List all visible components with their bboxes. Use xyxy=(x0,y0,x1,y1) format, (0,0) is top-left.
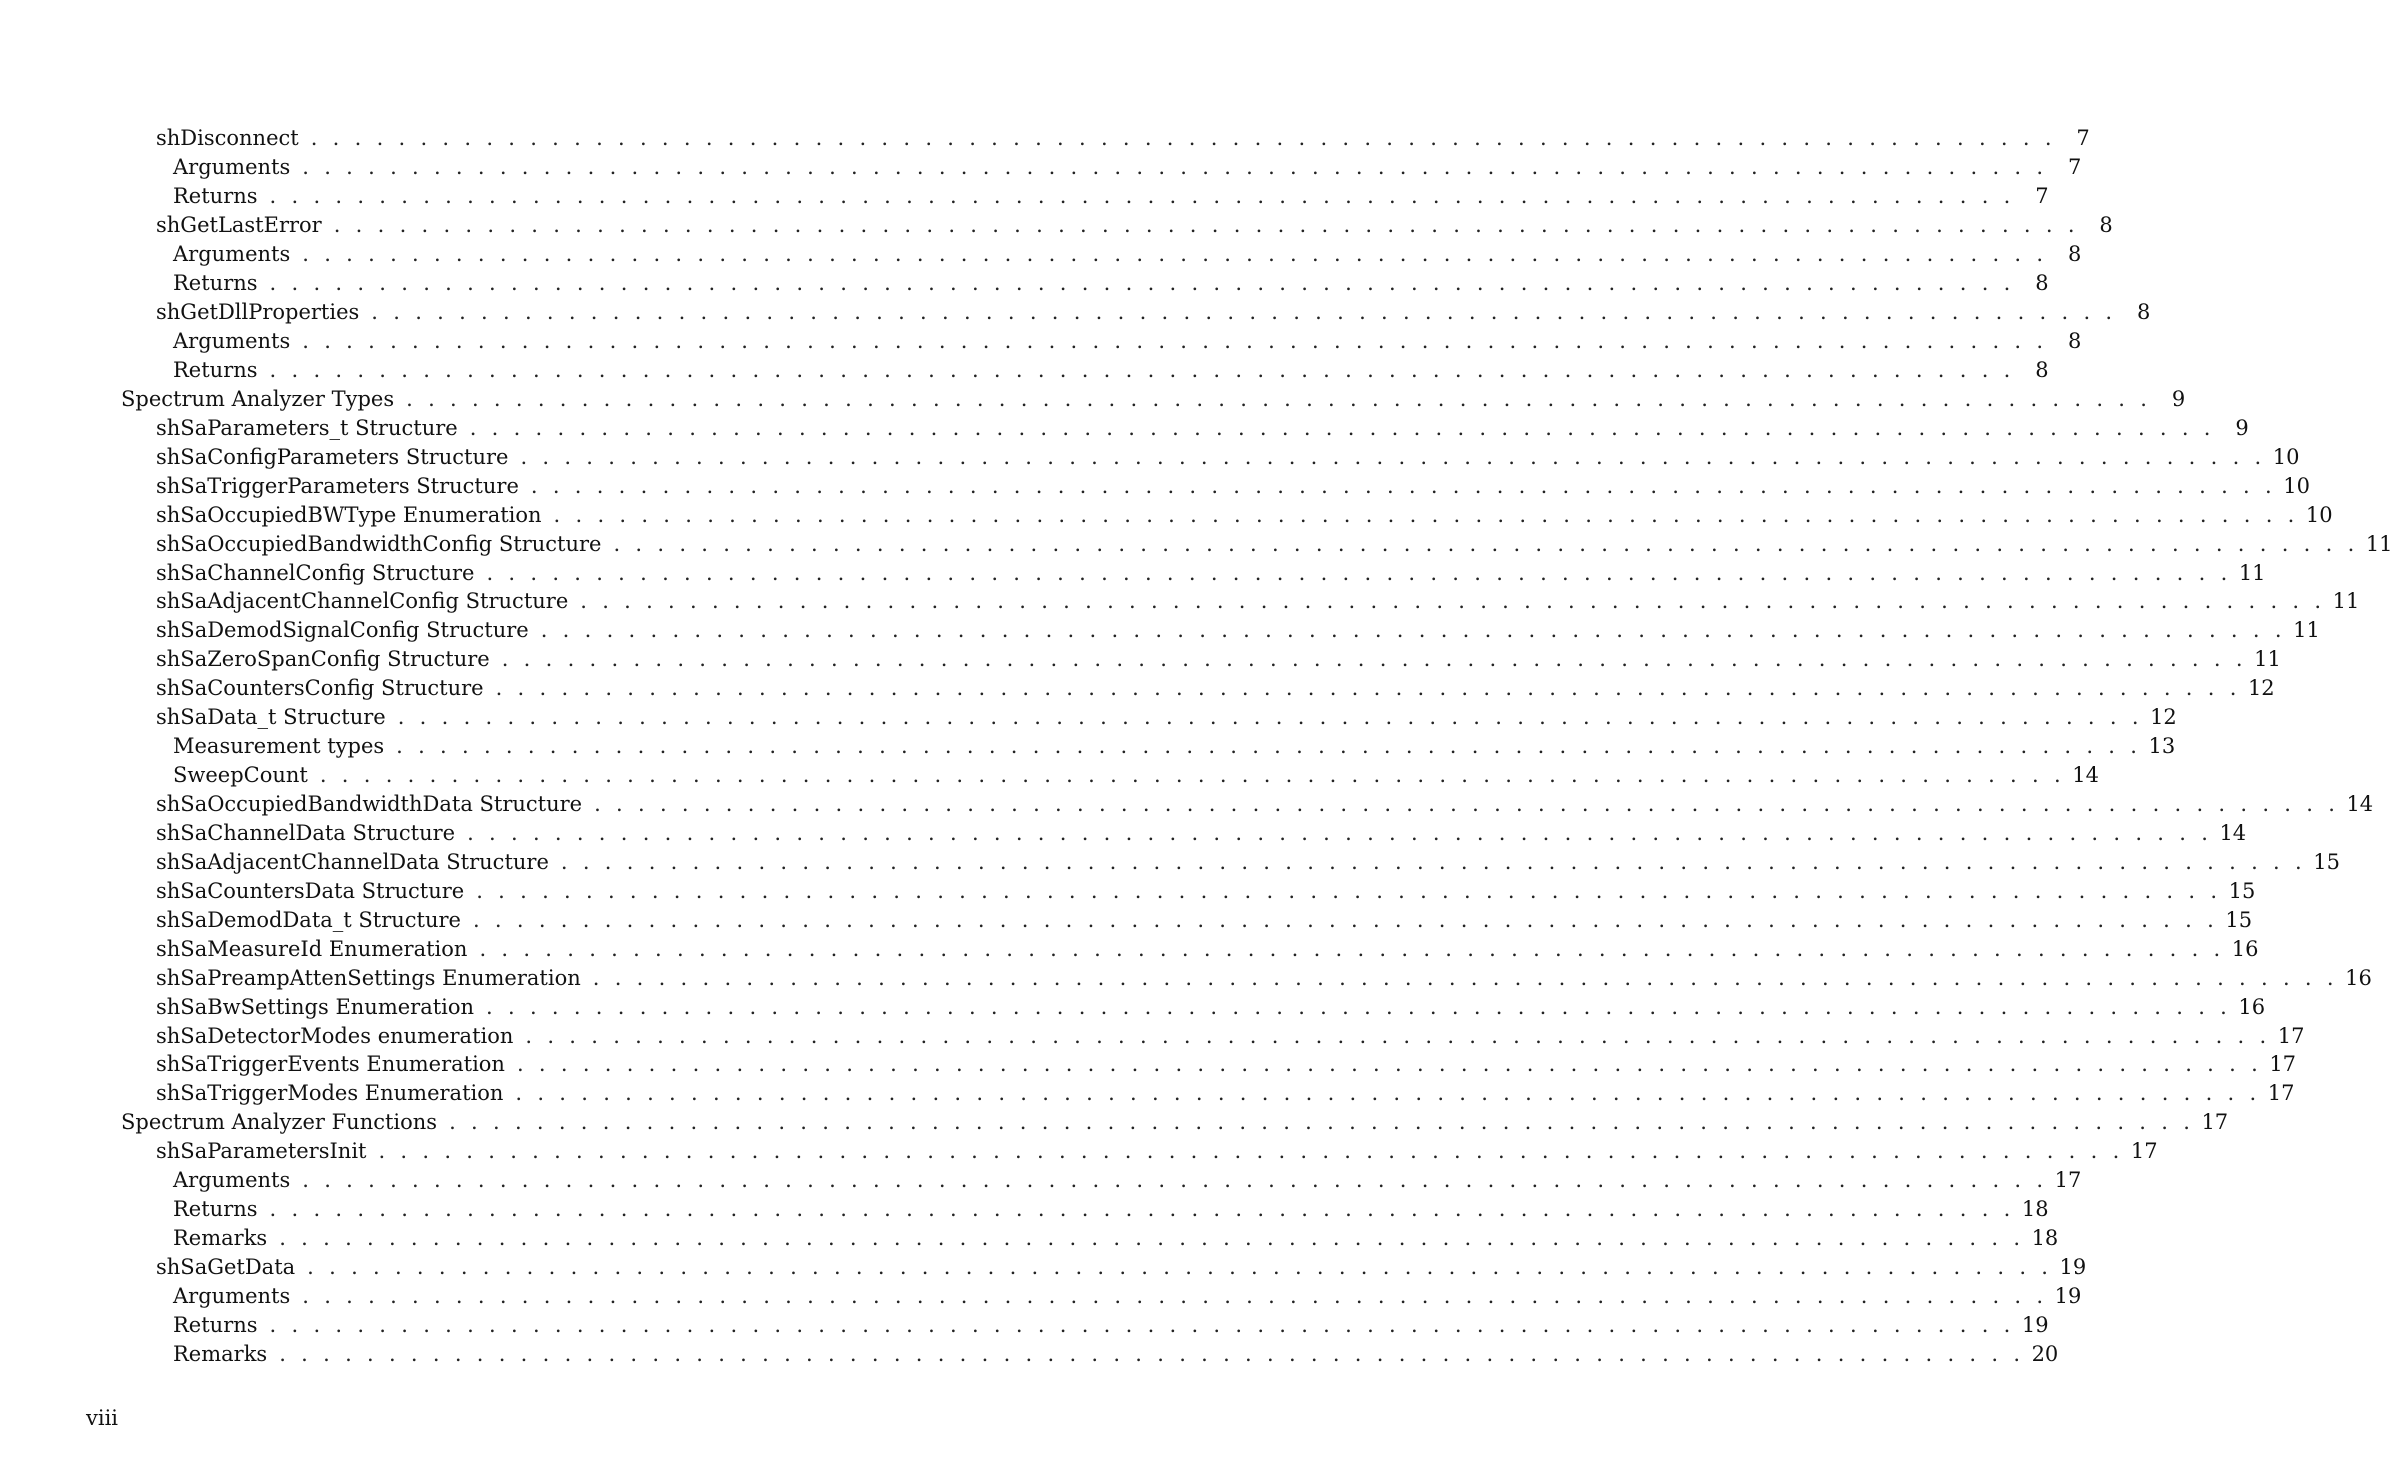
dot-leader: . . . . . . . . . . . . . . . . . . . . . . . . . . . . . . . . . . . . . . . . . . . . . . . . . . . . . . . . . . . . . . . . . . . . . . . . . . . . . . . . xyxy=(302,1283,2048,1308)
toc-entry[interactable] xyxy=(0,1137,2158,1166)
toc-entry[interactable] xyxy=(0,413,2249,442)
toc-entry-page: 15 xyxy=(2228,878,2256,903)
toc-entry-page: 17 xyxy=(2269,1052,2297,1077)
toc-entry-page: 9 xyxy=(2235,415,2249,440)
toc-entry-title: shSaOccupiedBandwidthData Structure xyxy=(156,792,583,817)
dot-leader: . . . . . . . . . . . . . . . . . . . . . . . . . . . . . . . . . . . . . . . . . . . . . . . . . . . . . . . . . . . . . . . . . . . . . . . . . . . . . . . . xyxy=(520,444,2266,469)
toc-entry[interactable] xyxy=(0,876,2256,905)
toc-entry[interactable] xyxy=(0,298,2151,327)
dot-leader: . . . . . . . . . . . . . . . . . . . . . . . . . . . . . . . . . . . . . . . . . . . . . . . . . . . . . . . . . . . . . . . . . . . . . . . . . . . . . . . . xyxy=(269,1197,2015,1222)
toc-entry-title: shSaBwSettings Enumeration xyxy=(156,994,475,1019)
dot-leader: . . . . . . . . . . . . . . . . . . . . . . . . . . . . . . . . . . . . . . . . . . . . . . . . . . . . . . . . . . . . . . . . . . . . . . . . . . . . . . . . xyxy=(495,676,2241,701)
toc-entry[interactable] xyxy=(0,1108,2229,1137)
dot-leader: . . . . . . . . . . . . . . . . . . . . . . . . . . . . . . . . . . . . . . . . . . . . . . . . . . . . . . . . . . . . . . . . . . . . . . . . . . . . . . . . xyxy=(594,792,2340,817)
dot-leader: . . . . . . . . . . . . . . . . . . . . . . . . . . . . . . . . . . . . . . . . . . . . . . . . . . . . . . . . . . . . . . . . . . . . . . . . . . . . . . . . xyxy=(467,820,2213,845)
toc-entry[interactable] xyxy=(0,182,2049,211)
toc-entry[interactable] xyxy=(0,847,2340,876)
toc-entry-page: 17 xyxy=(2054,1168,2082,1193)
toc-entry-page: 7 xyxy=(2035,184,2049,209)
toc-entry[interactable] xyxy=(0,1079,2295,1108)
toc-entry[interactable] xyxy=(0,1253,2087,1282)
dot-leader: . . . . . . . . . . . . . . . . . . . . . . . . . . . . . . . . . . . . . . . . . . . . . . . . . . . . . . . . . . . . . . . . . . . . . . . . . . . . . . . . xyxy=(560,849,2306,874)
toc-entry[interactable] xyxy=(0,905,2253,934)
toc-entry-page: 18 xyxy=(2021,1197,2049,1222)
dot-leader: . . . . . . . . . . . . . . . . . . . . . . . . . . . . . . . . . . . . . . . . . . . . . . . . . . . . . . . . . . . . . . . . . . . . . . . . . . . . . . . . xyxy=(269,1312,2015,1337)
toc-entry-title: shSaAdjacentChannelConfig Structure xyxy=(156,589,569,614)
toc-entry-title: shSaData_t Structure xyxy=(156,705,386,730)
toc-entry[interactable] xyxy=(0,790,2374,819)
toc-entry-page: 11 xyxy=(2238,560,2266,585)
toc-entry-title: shGetLastError xyxy=(156,213,322,238)
toc-entry[interactable] xyxy=(0,442,2300,471)
toc-entry-title: shSaParameters_t Structure xyxy=(156,415,458,440)
dot-leader: . . . . . . . . . . . . . . . . . . . . . . . . . . . . . . . . . . . . . . . . . . . . . . . . . . . . . . . . . . . . . . . . . . . . . . . . . . . . . . . . xyxy=(302,329,2048,354)
toc-entry-page: 11 xyxy=(2365,531,2393,556)
toc-entry-page: 18 xyxy=(2031,1226,2059,1251)
toc-entry-title: shSaDemodData_t Structure xyxy=(156,907,461,932)
toc-entry-title: shSaCountersConfig Structure xyxy=(156,676,484,701)
toc-entry-title: Arguments xyxy=(173,1283,291,1308)
dot-leader: . . . . . . . . . . . . . . . . . . . . . . . . . . . . . . . . . . . . . . . . . . . . . . . . . . . . . . . . . . . . . . . . . . . . . . . . . . . . . . . . xyxy=(501,647,2247,672)
toc-entry-page: 8 xyxy=(2035,271,2049,296)
toc-entry-title: shSaChannelConfig Structure xyxy=(156,560,475,585)
toc-entry[interactable] xyxy=(0,645,2281,674)
toc-entry-page: 12 xyxy=(2150,705,2177,730)
toc-entry[interactable] xyxy=(0,269,2049,298)
dot-leader: . . . . . . . . . . . . . . . . . . . . . . . . . . . . . . . . . . . . . . . . . . . . . . . . . . . . . . . . . . . . . . . . . . . . . . . . . . . . . . . . xyxy=(525,1023,2271,1048)
dot-leader: . . . . . . . . . . . . . . . . . . . . . . . . . . . . . . . . . . . . . . . . . . . . . . . . . . . . . . . . . . . . . . . . . . . . . . . . . . . . . . . . xyxy=(269,357,2015,382)
toc-entry-title: Returns xyxy=(173,1197,258,1222)
dot-leader: . . . . . . . . . . . . . . . . . . . . . . . . . . . . . . . . . . . . . . . . . . . . . . . . . . . . . . . . . . . . . . . . . . . . . . . . . . . . . . . . xyxy=(613,531,2359,556)
dot-leader: . . . . . . . . . . . . . . . . . . . . . . . . . . . . . . . . . . . . . . . . . . . . . . . . . . . . . . . . . . . . . . . . . . . . . . . . . . . . . . . . xyxy=(302,1168,2048,1193)
dot-leader: . . . . . . . . . . . . . . . . . . . . . . . . . . . . . . . . . . . . . . . . . . . . . . . . . . . . . . . . . . . . . . . . . . . . . . . . . . . . . . . . xyxy=(515,1081,2261,1106)
toc-entry-title: shSaChannelData Structure xyxy=(156,820,456,845)
toc-entry-page: 19 xyxy=(2059,1255,2087,1280)
toc-entry-page: 8 xyxy=(2099,213,2113,238)
toc-entry-title: shSaParametersInit xyxy=(156,1139,367,1164)
toc-entry-title: shGetDllProperties xyxy=(156,300,360,325)
toc-entry-page: 14 xyxy=(2219,820,2247,845)
toc-entry-title: Remarks xyxy=(173,1341,268,1366)
toc-entry-title: Spectrum Analyzer Functions xyxy=(121,1110,438,1135)
toc-entry-title: shSaGetData xyxy=(156,1255,296,1280)
dot-leader: . . . . . . . . . . . . . . . . . . . . . . . . . . . . . . . . . . . . . . . . . . . . . . . . . . . . . . . . . . . . . . . . . . . . . . . . . . . . . . . . xyxy=(406,386,2152,411)
toc-entry-title: shSaConfigParameters Structure xyxy=(156,444,509,469)
dot-leader: . . . . . . . . . . . . . . . . . . . . . . . . . . . . . . . . . . . . . . . . . . . . . . . . . . . . . . . . . . . . . . . . . . . . . . . . . . . . . . . . xyxy=(472,907,2219,932)
toc-entry[interactable] xyxy=(0,327,2082,356)
toc-entry-page: 17 xyxy=(2130,1139,2158,1164)
toc-entry-page: 9 xyxy=(2171,386,2186,411)
toc-entry-title: Returns xyxy=(173,1312,258,1337)
dot-leader: . . . . . . . . . . . . . . . . . . . . . . . . . . . . . . . . . . . . . . . . . . . . . . . . . . . . . . . . . . . . . . . . . . . . . . . . . . . . . . . . xyxy=(319,763,2065,788)
toc-entry[interactable] xyxy=(0,819,2247,848)
toc-entry-title: Measurement types xyxy=(173,734,385,759)
toc-entry[interactable] xyxy=(0,356,2049,385)
toc-entry[interactable] xyxy=(0,471,2310,500)
toc-entry-title: Remarks xyxy=(173,1226,268,1251)
toc-entry-page: 14 xyxy=(2346,792,2374,817)
dot-leader: . . . . . . . . . . . . . . . . . . . . . . . . . . . . . . . . . . . . . . . . . . . . . . . . . . . . . . . . . . . . . . . . . . . . . . . . . . . . . . . . xyxy=(469,415,2215,440)
toc-entry-title: Returns xyxy=(173,271,258,296)
dot-leader: . . . . . . . . . . . . . . . . . . . . . . . . . . . . . . . . . . . . . . . . . . . . . . . . . . . . . . . . . . . . . . . . . . . . . . . . . . . . . . . . xyxy=(516,1052,2263,1077)
toc-entry[interactable] xyxy=(0,1050,2297,1079)
toc-entry-page: 10 xyxy=(2305,502,2333,527)
toc-entry-page: 12 xyxy=(2247,676,2275,701)
toc-entry-title: Arguments xyxy=(173,1168,291,1193)
toc-entry-title: SweepCount xyxy=(173,763,308,788)
dot-leader: . . . . . . . . . . . . . . . . . . . . . . . . . . . . . . . . . . . . . . . . . . . . . . . . . . . . . . . . . . . . . . . . . . . . . . . . . . . . . . . . xyxy=(307,1255,2053,1280)
toc-entry-page: 8 xyxy=(2067,242,2082,267)
toc-entry[interactable] xyxy=(0,240,2082,269)
dot-leader: . . . . . . . . . . . . . . . . . . . . . . . . . . . . . . . . . . . . . . . . . . . . . . . . . . . . . . . . . . . . . . . . . . . . . . . . . . . . . . . . xyxy=(269,184,2015,209)
toc-entry[interactable] xyxy=(0,1339,2059,1368)
toc-entry[interactable] xyxy=(0,153,2082,182)
toc-entry[interactable] xyxy=(0,703,2177,732)
toc-entry[interactable] xyxy=(0,1310,2049,1339)
toc-entry-title: shSaOccupiedBandwidthConfig Structure xyxy=(156,531,602,556)
toc-entry-page: 7 xyxy=(2076,126,2090,151)
toc-entry-title: shSaTriggerModes Enumeration xyxy=(156,1081,504,1106)
toc-entry[interactable] xyxy=(0,587,2360,616)
toc-entry-title: shSaMeasureId Enumeration xyxy=(156,936,468,961)
toc-entry[interactable] xyxy=(0,211,2113,240)
toc-entry[interactable] xyxy=(0,963,2372,992)
dot-leader: . . . . . . . . . . . . . . . . . . . . . . . . . . . . . . . . . . . . . . . . . . . . . . . . . . . . . . . . . . . . . . . . . . . . . . . . . . . . . . . . xyxy=(540,618,2286,643)
toc-entry-title: Returns xyxy=(173,184,258,209)
toc-entry[interactable] xyxy=(0,384,2186,413)
toc-entry-page: 19 xyxy=(2054,1283,2082,1308)
toc-entry-title: shSaOccupiedBWType Enumeration xyxy=(156,502,542,527)
toc-entry-title: Returns xyxy=(173,357,258,382)
toc-entry-title: shSaDetectorModes enumeration xyxy=(156,1023,514,1048)
toc-entry-page: 8 xyxy=(2067,329,2082,354)
toc-entry-page: 7 xyxy=(2067,155,2082,180)
toc-entry-title: shSaPreampAttenSettings Enumeration xyxy=(156,965,581,990)
page-number: viii xyxy=(86,1406,119,1430)
dot-leader: . . . . . . . . . . . . . . . . . . . . . . . . . . . . . . . . . . . . . . . . . . . . . . . . . . . . . . . . . . . . . . . . . . . . . . . . . . . . . . . . xyxy=(371,300,2117,325)
dot-leader: . . . . . . . . . . . . . . . . . . . . . . . . . . . . . . . . . . . . . . . . . . . . . . . . . . . . . . . . . . . . . . . . . . . . . . . . . . . . . . . . xyxy=(553,502,2299,527)
dot-leader: . . . . . . . . . . . . . . . . . . . . . . . . . . . . . . . . . . . . . . . . . . . . . . . . . . . . . . . . . . . . . . . . . . . . . . . . . . . . . . . . xyxy=(302,242,2048,267)
toc-entry-title: Arguments xyxy=(173,242,291,267)
toc-entry[interactable] xyxy=(0,558,2266,587)
toc-entry[interactable] xyxy=(0,1224,2059,1253)
toc-entry-page: 10 xyxy=(2272,444,2300,469)
toc-entry-title: shSaTriggerParameters Structure xyxy=(156,473,519,498)
dot-leader: . . . . . . . . . . . . . . . . . . . . . . . . . . . . . . . . . . . . . . . . . . . . . . . . . . . . . . . . . . . . . . . . . . . . . . . . . . . . . . . . xyxy=(333,213,2079,238)
toc-entry-page: 8 xyxy=(2137,300,2151,325)
toc-entry[interactable] xyxy=(0,1282,2082,1311)
toc-entry-page: 11 xyxy=(2293,618,2320,643)
toc-entry[interactable] xyxy=(0,529,2393,558)
dot-leader: . . . . . . . . . . . . . . . . . . . . . . . . . . . . . . . . . . . . . . . . . . . . . . . . . . . . . . . . . . . . . . . . . . . . . . . . . . . . . . . . xyxy=(310,126,2056,151)
toc-entry-title: shSaDemodSignalConfig Structure xyxy=(156,618,529,643)
toc-entry-title: Arguments xyxy=(173,329,291,354)
toc-entry-page: 14 xyxy=(2072,763,2099,788)
dot-leader: . . . . . . . . . . . . . . . . . . . . . . . . . . . . . . . . . . . . . . . . . . . . . . . . . . . . . . . . . . . . . . . . . . . . . . . . . . . . . . . . xyxy=(530,473,2276,498)
dot-leader: . . . . . . . . . . . . . . . . . . . . . . . . . . . . . . . . . . . . . . . . . . . . . . . . . . . . . . . . . . . . . . . . . . . . . . . . . . . . . . . . xyxy=(486,560,2232,585)
dot-leader: . . . . . . . . . . . . . . . . . . . . . . . . . . . . . . . . . . . . . . . . . . . . . . . . . . . . . . . . . . . . . . . . . . . . . . . . . . . . . . . . xyxy=(449,1110,2195,1135)
toc-entry-title: shSaZeroSpanConfig Structure xyxy=(156,647,490,672)
toc-entry[interactable] xyxy=(0,124,2090,153)
dot-leader: . . . . . . . . . . . . . . . . . . . . . . . . . . . . . . . . . . . . . . . . . . . . . . . . . . . . . . . . . . . . . . . . . . . . . . . . . . . . . . . . xyxy=(269,271,2015,296)
toc-entry-page: 17 xyxy=(2201,1110,2229,1135)
toc-entry-title: Spectrum Analyzer Types xyxy=(121,386,395,411)
toc-entry-page: 8 xyxy=(2035,357,2049,382)
toc-entry-title: shSaTriggerEvents Enumeration xyxy=(156,1052,505,1077)
toc-entry[interactable] xyxy=(0,761,2099,790)
toc-entry-title: shDisconnect xyxy=(156,126,299,151)
toc-entry-title: shSaCountersData Structure xyxy=(156,878,465,903)
dot-leader: . . . . . . . . . . . . . . . . . . . . . . . . . . . . . . . . . . . . . . . . . . . . . . . . . . . . . . . . . . . . . . . . . . . . . . . . . . . . . . . . xyxy=(279,1226,2025,1251)
table-of-contents xyxy=(0,124,2393,1368)
dot-leader: . . . . . . . . . . . . . . . . . . . . . . . . . . . . . . . . . . . . . . . . . . . . . . . . . . . . . . . . . . . . . . . . . . . . . . . . . . . . . . . . xyxy=(476,878,2222,903)
toc-entry[interactable] xyxy=(0,1021,2305,1050)
toc-entry[interactable] xyxy=(0,732,2176,761)
dot-leader: . . . . . . . . . . . . . . . . . . . . . . . . . . . . . . . . . . . . . . . . . . . . . . . . . . . . . . . . . . . . . . . . . . . . . . . . . . . . . . . . xyxy=(302,155,2048,180)
toc-entry-page: 15 xyxy=(2313,849,2340,874)
toc-entry[interactable] xyxy=(0,992,2266,1021)
dot-leader: . . . . . . . . . . . . . . . . . . . . . . . . . . . . . . . . . . . . . . . . . . . . . . . . . . . . . . . . . . . . . . . . . . . . . . . . . . . . . . . . xyxy=(378,1139,2124,1164)
toc-entry[interactable] xyxy=(0,500,2333,529)
dot-leader: . . . . . . . . . . . . . . . . . . . . . . . . . . . . . . . . . . . . . . . . . . . . . . . . . . . . . . . . . . . . . . . . . . . . . . . . . . . . . . . . xyxy=(279,1341,2025,1366)
toc-entry-page: 19 xyxy=(2021,1312,2049,1337)
dot-leader: . . . . . . . . . . . . . . . . . . . . . . . . . . . . . . . . . . . . . . . . . . . . . . . . . . . . . . . . . . . . . . . . . . . . . . . . . . . . . . . . xyxy=(592,965,2338,990)
dot-leader: . . . . . . . . . . . . . . . . . . . . . . . . . . . . . . . . . . . . . . . . . . . . . . . . . . . . . . . . . . . . . . . . . . . . . . . . . . . . . . . . xyxy=(580,589,2326,614)
toc-entry-page: 13 xyxy=(2148,734,2176,759)
toc-entry[interactable] xyxy=(0,1195,2049,1224)
toc-entry-page: 17 xyxy=(2277,1023,2305,1048)
toc-entry-page: 11 xyxy=(2254,647,2281,672)
dot-leader: . . . . . . . . . . . . . . . . . . . . . . . . . . . . . . . . . . . . . . . . . . . . . . . . . . . . . . . . . . . . . . . . . . . . . . . . . . . . . . . . xyxy=(397,705,2143,730)
toc-entry-page: 10 xyxy=(2283,473,2310,498)
toc-entry-page: 16 xyxy=(2238,994,2266,1019)
toc-entry-page: 20 xyxy=(2031,1341,2059,1366)
toc-entry-page: 11 xyxy=(2332,589,2360,614)
toc-entry[interactable] xyxy=(0,674,2275,703)
toc-entry-page: 15 xyxy=(2225,907,2253,932)
toc-entry-title: shSaAdjacentChannelData Structure xyxy=(156,849,549,874)
dot-leader: . . . . . . . . . . . . . . . . . . . . . . . . . . . . . . . . . . . . . . . . . . . . . . . . . . . . . . . . . . . . . . . . . . . . . . . . . . . . . . . . xyxy=(479,936,2225,961)
toc-entry[interactable] xyxy=(0,616,2320,645)
toc-entry-page: 16 xyxy=(2345,965,2372,990)
toc-entry-page: 17 xyxy=(2267,1081,2295,1106)
toc-entry-page: 16 xyxy=(2231,936,2259,961)
toc-entry[interactable] xyxy=(0,934,2259,963)
dot-leader: . . . . . . . . . . . . . . . . . . . . . . . . . . . . . . . . . . . . . . . . . . . . . . . . . . . . . . . . . . . . . . . . . . . . . . . . . . . . . . . . xyxy=(396,734,2142,759)
toc-entry-title: Arguments xyxy=(173,155,291,180)
dot-leader: . . . . . . . . . . . . . . . . . . . . . . . . . . . . . . . . . . . . . . . . . . . . . . . . . . . . . . . . . . . . . . . . . . . . . . . . . . . . . . . . xyxy=(486,994,2232,1019)
toc-entry[interactable] xyxy=(0,1166,2082,1195)
